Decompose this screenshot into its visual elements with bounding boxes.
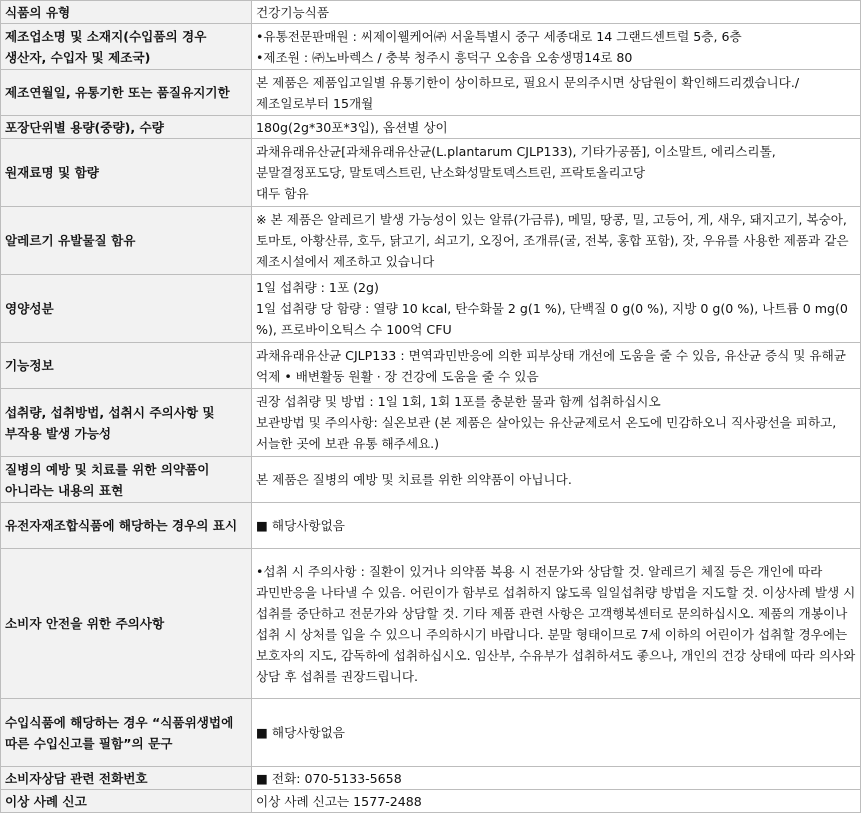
row-value: [252, 24, 861, 70]
table-row: [1, 503, 861, 549]
table-row: [1, 549, 861, 699]
row-label: 원재료명 및 함량: [1, 139, 252, 207]
row-value: [252, 275, 861, 343]
table-row: [1, 1, 861, 24]
row-value: [252, 549, 861, 699]
value-line: 본 제품은 제품입고일별 유통기한이 상이하므로, 필요시 문의주시면 상담원이 확인해드리겠습니다./제조일로부터 15개월: [256, 74, 800, 111]
table-row: [1, 116, 861, 139]
value-line: ※ 본 제품은 알레르기 발생 가능성이 있는 알류(가금류), 메밀, 땅콩, 밀, 고등어, 게, 새우, 돼지고기, 복숭아, 토마토, 아황산류, 호두, 닭고기, 쇠고기, 오징어, 조개류(굴, 전복, 홍합 포함), 잣, 우유를 사용한 제품과 같은 제조시설에서 제조하고 있습니다: [256, 212, 849, 269]
table-row: [1, 24, 861, 70]
value-line: •제조원 : ㈜노바렉스 / 충북 청주시 흥덕구 오송읍 오송생명14로 80: [256, 49, 633, 65]
value-line: •섭취 시 주의사항 : 질환이 있거나 의약품 복용 시 전문가와 상담할 것. 알레르기 체질 등은 개인에 따라 과민반응을 나타낼 수 있음. 어린이가 함부로 섭취하지 않도록 일일섭취량 방법을 지도할 것. 이상사례 발생 시 섭취를 중단하고 전문가와 상담할 것. 기타 제품 관련 사항은 고객행복센터로 문의하십시오. 제품의 개봉이나 섭취 시 상처를 입을 수 있으니 주의하시기 바랍니다. 분말 형태이므로 7세 이하의 어린이가 섭취할 경우에는 보호자의 지도, 감독하에 섭취하십시오. 임산부, 수유부가 섭취하셔도 좋으나, 개인의 건강 상태에 따라 의사와 상담 후 섭취를 권장드립니다.: [256, 563, 856, 684]
row-label: 질병의 예방 및 치료를 위한 의약품이 아니라는 내용의 표현: [1, 457, 252, 503]
row-value: [252, 503, 861, 549]
row-value: [252, 139, 861, 207]
row-label: 수입식품에 해당하는 경우 “식품위생법에 따른 수입신고를 필함”의 문구: [1, 699, 252, 767]
row-label: 섭취량, 섭취방법, 섭취시 주의사항 및 부작용 발생 가능성: [1, 389, 252, 457]
value-line: 1일 섭취량 : 1포 (2g): [256, 280, 379, 295]
row-label: 영양성분: [1, 275, 252, 343]
row-value: [252, 389, 861, 457]
value-line: ■ 해당사항없음: [256, 518, 345, 533]
value-line: 권장 섭취량 및 방법 : 1일 1회, 1회 1포를 충분한 물과 함께 섭취하십시오: [256, 394, 661, 409]
row-value: [252, 790, 861, 813]
value-line: 과채유래유산균 CJLP133 : 면역과민반응에 의한 피부상태 개선에 도움을 줄 수 있음, 유산균 증식 및 유해균 억제 • 배변활동 원활 · 장 건강에 도움을 줄 수 있음: [256, 347, 846, 384]
value-line: 보관방법 및 주의사항: 실온보관 (본 제품은 살아있는 유산균제로서 온도에 민감하오니 직사광선을 피하고, 서늘한 곳에 보관 유통 해주세요.): [256, 415, 837, 451]
table-row: [1, 139, 861, 207]
row-value: [252, 767, 861, 790]
value-line: 1일 섭취량 당 함량 : 열량 10 kcal, 탄수화물 2 g(1 %), 단백질 0 g(0 %), 지방 0 g(0 %), 나트륨 0 mg(0 %), 프로바이오틱스 수 100억 CFU: [256, 301, 848, 337]
table-row: [1, 699, 861, 767]
value-line: ■ 해당사항없음: [256, 725, 345, 740]
table-row: [1, 70, 861, 116]
row-value: [252, 207, 861, 275]
row-label: 제조연월일, 유통기한 또는 품질유지기한: [1, 70, 252, 116]
row-value: [252, 116, 861, 139]
value-line: 건강기능식품: [256, 4, 329, 20]
row-value: [252, 70, 861, 116]
table-row: [1, 457, 861, 503]
row-value: [252, 699, 861, 767]
table-row: [1, 389, 861, 457]
value-line: 과채유래유산균[과채유래유산균(L.plantarum CJLP133), 기타가공품], 이소말트, 에리스리톨, 분말결정포도당, 말토덱스트린, 난소화성말토덱스트린, 프락토올리고당: [256, 144, 776, 180]
row-label: 제조업소명 및 소재지(수입품의 경우 생산자, 수입자 및 제조국): [1, 24, 252, 70]
row-label: 알레르기 유발물질 함유: [1, 207, 252, 275]
row-label: 기능정보: [1, 343, 252, 389]
row-value: [252, 457, 861, 503]
value-line: •유통전문판매원 : 씨제이웰케어㈜ 서울특별시 중구 세종대로 14 그랜드센트럴 5층, 6층: [256, 28, 742, 44]
value-line: ■ 전화: 070-5133-5658: [256, 770, 402, 786]
value-line: 이상 사례 신고는 1577-2488: [256, 793, 422, 809]
row-label: 유전자재조합식품에 해당하는 경우의 표시: [1, 503, 252, 549]
row-value: [252, 1, 861, 24]
row-value: [252, 343, 861, 389]
table-row: [1, 790, 861, 813]
row-label: 포장단위별 용량(중량), 수량: [1, 116, 252, 139]
value-line: 대두 함유: [256, 186, 309, 201]
table-row: [1, 767, 861, 790]
value-line: 180g(2g*30포*3입), 옵션별 상이: [256, 119, 448, 135]
table-row: [1, 275, 861, 343]
row-label: 소비자 안전을 위한 주의사항: [1, 549, 252, 699]
row-label: 소비자상담 관련 전화번호: [1, 767, 252, 790]
table-row: [1, 207, 861, 275]
row-label: 식품의 유형: [1, 1, 252, 24]
row-label: 이상 사례 신고: [1, 790, 252, 813]
table-row: [1, 343, 861, 389]
value-line: 본 제품은 질병의 예방 및 치료를 위한 의약품이 아닙니다.: [256, 472, 572, 487]
